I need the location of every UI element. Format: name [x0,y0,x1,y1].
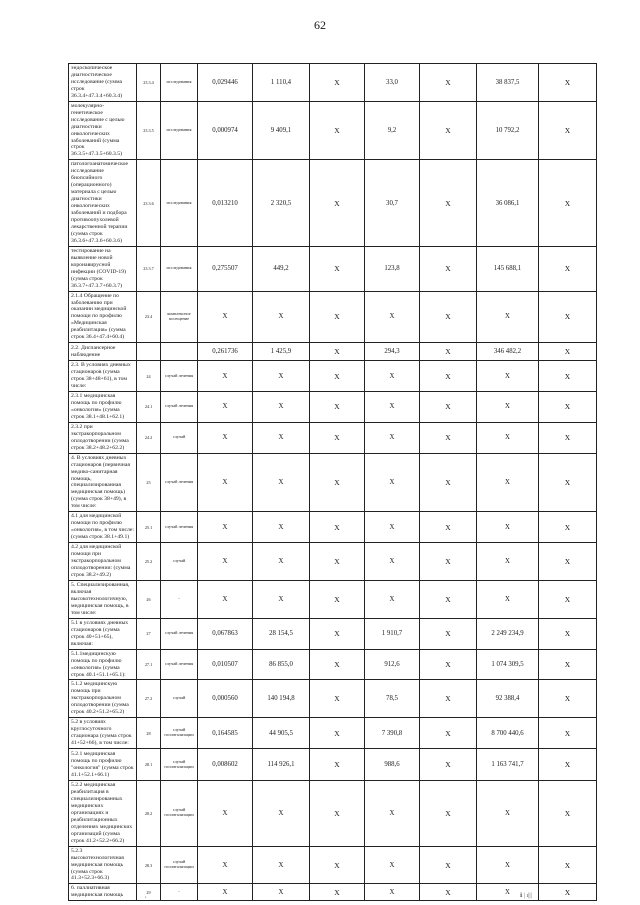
cell-value-3: X [310,512,365,543]
cell-value-1: X [198,846,253,884]
cell-value-3: X [310,246,365,291]
row-unit: случай [161,422,198,453]
cell-value-7: X [539,884,597,901]
cell-value-3: X [310,343,365,361]
cell-value-1: 0,000974 [198,101,253,160]
row-unit: исследования [161,101,198,160]
cell-value-7: X [539,512,597,543]
table-row [69,101,597,160]
cell-value-7: X [539,291,597,343]
row-code: 25.2 [137,543,161,581]
row-code: 25 [137,453,161,512]
cell-value-6: 38 837,5 [477,64,539,102]
cell-value-3: X [310,618,365,649]
row-unit: комплексное посещение [161,291,198,343]
cell-value-6: X [477,422,539,453]
cell-value-7: X [539,580,597,618]
cell-value-3: X [310,718,365,749]
cell-value-2: X [253,422,310,453]
row-unit: случай лечения [161,512,198,543]
table-row [69,718,597,749]
row-code: 23.3.7 [137,246,161,291]
cell-value-4: X [365,361,420,392]
row-unit: случай госпитализации [161,781,198,847]
cell-value-5: X [420,884,477,901]
table-row [69,649,597,680]
row-code: 24.2 [137,422,161,453]
row-unit: исследования [161,246,198,291]
row-unit: случай госпитализации [161,718,198,749]
cell-value-1: 0,164585 [198,718,253,749]
cell-value-2: X [253,580,310,618]
cell-value-6: 1 074 309,5 [477,649,539,680]
page-number: 62 [314,18,326,32]
cell-value-6: X [477,453,539,512]
row-code: 28.1 [137,749,161,781]
cell-value-4: X [365,422,420,453]
table-row [69,618,597,649]
cell-value-4: 7 390,8 [365,718,420,749]
cell-value-6: 1 163 741,7 [477,749,539,781]
cell-value-6: X [477,361,539,392]
row-code: 23.3.5 [137,101,161,160]
cell-value-6: 92 388,4 [477,680,539,718]
cell-value-5: X [420,291,477,343]
row-name: 2.3.2 при экстракорпоральном оплодотворении (сумма строк 38.2+48.2+62.2) [69,422,137,453]
table-row [69,884,597,901]
row-code [137,343,161,361]
cell-value-2: X [253,361,310,392]
table-row [69,781,597,847]
cell-value-2: X [253,781,310,847]
row-unit: случай госпитализации [161,846,198,884]
row-unit: случай [161,680,198,718]
row-code: 24.1 [137,392,161,423]
cell-value-3: X [310,361,365,392]
cell-value-6: 2 249 234,9 [477,618,539,649]
cell-value-6: X [477,291,539,343]
cell-value-7: X [539,160,597,246]
cell-value-2: 86 855,0 [253,649,310,680]
cell-value-7: X [539,392,597,423]
cell-value-3: X [310,649,365,680]
cell-value-1: 0,275507 [198,246,253,291]
cell-value-5: X [420,718,477,749]
cell-value-6: X [477,512,539,543]
table-row [69,392,597,423]
cell-value-3: X [310,101,365,160]
row-unit: случай лечения [161,392,198,423]
cell-value-6: X [477,781,539,847]
cell-value-2: 140 194,8 [253,680,310,718]
cell-value-5: X [420,618,477,649]
row-name: молекулярно-генетическое исследование с целью диагностики онкологических заболеваний (сумма строк 36.3.5+47.3.5+60.3.5) [69,101,137,160]
cell-value-6: 36 086,1 [477,160,539,246]
cell-value-6: 346 482,2 [477,343,539,361]
cell-value-2: X [253,884,310,901]
cell-value-1: 0,013210 [198,160,253,246]
table-row [69,160,597,246]
row-name: 4.2 для медицинской помощи при экстракорпоральном оплодотворении: (сумма строк 38.2+49.2) [69,543,137,581]
cell-value-5: X [420,543,477,581]
cell-value-7: X [539,749,597,781]
cell-value-4: X [365,392,420,423]
row-name: 5.1.1медицинскую помощь по профилю «онкология» (сумма строк 40.1+51.1+65.1): [69,649,137,680]
cell-value-2: X [253,512,310,543]
cell-value-1: X [198,512,253,543]
cell-value-1: X [198,291,253,343]
cell-value-2: 449,2 [253,246,310,291]
row-unit: исследования [161,64,198,102]
cell-value-5: X [420,680,477,718]
row-name: 4.1 для медицинской помощи по профилю «онкология», в том числе: (сумма строк 38.1+49.1) [69,512,137,543]
cell-value-3: X [310,64,365,102]
cell-value-2: 2 320,5 [253,160,310,246]
cell-value-2: 28 154,5 [253,618,310,649]
row-name: 4. В условиях дневных стационаров (первичная медико-санитарная помощь, специализированная медицинская помощь) (сумма строк 38+49), в том числе: [69,453,137,512]
cell-value-4: X [365,453,420,512]
cell-value-5: X [420,649,477,680]
cell-value-1: X [198,392,253,423]
cell-value-3: X [310,291,365,343]
cell-value-1: 0,010507 [198,649,253,680]
row-name: 2.2. Диспансерное наблюдение [69,343,137,361]
cell-value-1: X [198,884,253,901]
cell-value-6: 10 792,2 [477,101,539,160]
row-unit [161,343,198,361]
row-code: 27.1 [137,649,161,680]
cell-value-2: 114 926,1 [253,749,310,781]
scan-artifact: ℹ | ı||| [520,893,532,899]
cell-value-3: X [310,453,365,512]
cell-value-1: X [198,361,253,392]
cell-value-4: X [365,543,420,581]
cell-value-5: X [420,846,477,884]
row-name: 2.3.1 медицинская помощь по профилю «онкология» (сумма строк 38.1+48.1+62.1) [69,392,137,423]
cell-value-4: X [365,884,420,901]
row-code: 28.2 [137,781,161,847]
cell-value-6: 145 688,1 [477,246,539,291]
cell-value-4: X [365,580,420,618]
row-name: 2.1.4 Обращение по заболеванию при оказании медицинской помощи по профилю «Медицинская реабилитация» (сумма строк 36.4+47.4+60.4) [69,291,137,343]
row-name: эндоскопическое диагностическое исследование (сумма строк 36.3.4+47.3.4+60.3.4) [69,64,137,102]
row-code: 23.3.6 [137,160,161,246]
cell-value-3: X [310,781,365,847]
cell-value-2: X [253,392,310,423]
cell-value-4: 1 910,7 [365,618,420,649]
cell-value-2: 9 409,1 [253,101,310,160]
cell-value-5: X [420,246,477,291]
row-code: 26 [137,580,161,618]
cell-value-7: X [539,781,597,847]
row-name: 5.2.3 высокотехнологичная медицинская помощь (сумма строк 41.3+52.3+66.3) [69,846,137,884]
table-row [69,422,597,453]
cell-value-1: 0,000560 [198,680,253,718]
cell-value-6: X [477,543,539,581]
table-row [69,361,597,392]
cell-value-2: X [253,453,310,512]
table-row [69,543,597,581]
table-row [69,453,597,512]
cell-value-4: 30,7 [365,160,420,246]
cell-value-7: X [539,361,597,392]
row-name: 2.3. В условиях дневных стационаров (сумма строк 38+48+61), в том числе: [69,361,137,392]
cell-value-4: X [365,512,420,543]
cell-value-5: X [420,749,477,781]
row-code: 28 [137,718,161,749]
cell-value-7: X [539,453,597,512]
cell-value-1: X [198,422,253,453]
cell-value-4: 123,8 [365,246,420,291]
table-row [69,291,597,343]
row-unit: случай [161,543,198,581]
cell-value-1: 0,261736 [198,343,253,361]
cell-value-7: X [539,543,597,581]
row-name: патологоанатомическое исследование биопсийного (операционного) материала с целью диагностики онкологических заболеваний и подбора противоопухолевой лекарственной терапии (сумма строк 36.3.6+47.3.6+60.3.6) [69,160,137,246]
cell-value-5: X [420,361,477,392]
row-code: 28.3 [137,846,161,884]
row-name: 5.2.2 медицинская реабилитация в специализированных медицинских организациях и реабилитационных отделениях медицинских организаций (сумма строк 41.2+52.2+66.2) [69,781,137,847]
cell-value-4: 988,6 [365,749,420,781]
cell-value-5: X [420,101,477,160]
cell-value-6: 8 700 440,6 [477,718,539,749]
row-name: 5.1 в условиях дневных стационаров (сумма строк 40+51+65), включая: [69,618,137,649]
row-unit: - [161,884,198,901]
row-unit: случай лечения [161,453,198,512]
cell-value-5: X [420,422,477,453]
row-name: 5. Специализированная, включая высокотехнологичную, медицинская помощь, в том числе: [69,580,137,618]
row-name: 5.2.1 медицинская помощь по профилю "онкология" (сумма строк 41.1+52.1+66.1) [69,749,137,781]
cell-value-5: X [420,160,477,246]
cell-value-7: X [539,343,597,361]
cell-value-7: X [539,101,597,160]
cell-value-5: X [420,512,477,543]
cell-value-5: X [420,64,477,102]
cell-value-2: 1 425,9 [253,343,310,361]
scan-artifact: , [145,893,147,899]
table-row [69,64,597,102]
row-name: 5.2 в условиях круглосуточного стационара (сумма строк 41+52+66), в том числе: [69,718,137,749]
cell-value-4: 33,0 [365,64,420,102]
cell-value-1: 0,067863 [198,618,253,649]
table-row [69,749,597,781]
cell-value-3: X [310,580,365,618]
cell-value-7: X [539,64,597,102]
row-code: 25.1 [137,512,161,543]
cell-value-6: X [477,580,539,618]
cell-value-2: X [253,543,310,581]
row-unit: случай лечения [161,361,198,392]
cell-value-1: X [198,781,253,847]
cell-value-2: 1 110,4 [253,64,310,102]
cell-value-5: X [420,392,477,423]
table-row [69,680,597,718]
cell-value-4: X [365,846,420,884]
cell-value-4: 912,6 [365,649,420,680]
cell-value-7: X [539,618,597,649]
row-name: тестирование на выявление новой коронавирусной инфекции (COVID-19) (сумма строк 36.3.7+47.3.7+60.3.7) [69,246,137,291]
row-code: 23.3.4 [137,64,161,102]
row-name: 5.1.2 медицинскую помощь при экстракорпоральном оплодотворении (сумма строк 40.2+51.2+65.2) [69,680,137,718]
cell-value-7: X [539,246,597,291]
cell-value-7: X [539,422,597,453]
cell-value-4: X [365,291,420,343]
cell-value-5: X [420,343,477,361]
cell-value-1: X [198,543,253,581]
cell-value-4: 9,2 [365,101,420,160]
cell-value-2: X [253,846,310,884]
row-unit: случай госпитализации [161,749,198,781]
cell-value-1: 0,008602 [198,749,253,781]
row-unit: исследования [161,160,198,246]
cell-value-4: 294,3 [365,343,420,361]
financing-table [68,63,597,901]
row-code: 27 [137,618,161,649]
table-row [69,246,597,291]
cell-value-7: X [539,846,597,884]
row-unit: случай лечения [161,649,198,680]
row-code: 24 [137,361,161,392]
cell-value-3: X [310,680,365,718]
row-name: 6. паллиативная медицинская помощь [69,884,137,901]
cell-value-4: X [365,781,420,847]
cell-value-5: X [420,580,477,618]
cell-value-1: 0,029446 [198,64,253,102]
table-row [69,343,597,361]
row-unit: - [161,580,198,618]
table-row [69,580,597,618]
cell-value-7: X [539,718,597,749]
row-unit: случай лечения [161,618,198,649]
cell-value-4: 78,5 [365,680,420,718]
cell-value-1: X [198,580,253,618]
table-row [69,846,597,884]
row-code: 23.4 [137,291,161,343]
cell-value-2: X [253,291,310,343]
cell-value-6: X [477,884,539,901]
cell-value-6: X [477,846,539,884]
row-code: 29 [137,884,161,901]
cell-value-7: X [539,649,597,680]
cell-value-1: X [198,453,253,512]
cell-value-3: X [310,846,365,884]
cell-value-3: X [310,422,365,453]
cell-value-3: X [310,543,365,581]
cell-value-3: X [310,884,365,901]
cell-value-3: X [310,749,365,781]
table-row [69,512,597,543]
cell-value-5: X [420,781,477,847]
cell-value-7: X [539,680,597,718]
cell-value-5: X [420,453,477,512]
row-code: 27.2 [137,680,161,718]
cell-value-3: X [310,160,365,246]
cell-value-6: X [477,392,539,423]
cell-value-3: X [310,392,365,423]
cell-value-2: 44 905,5 [253,718,310,749]
